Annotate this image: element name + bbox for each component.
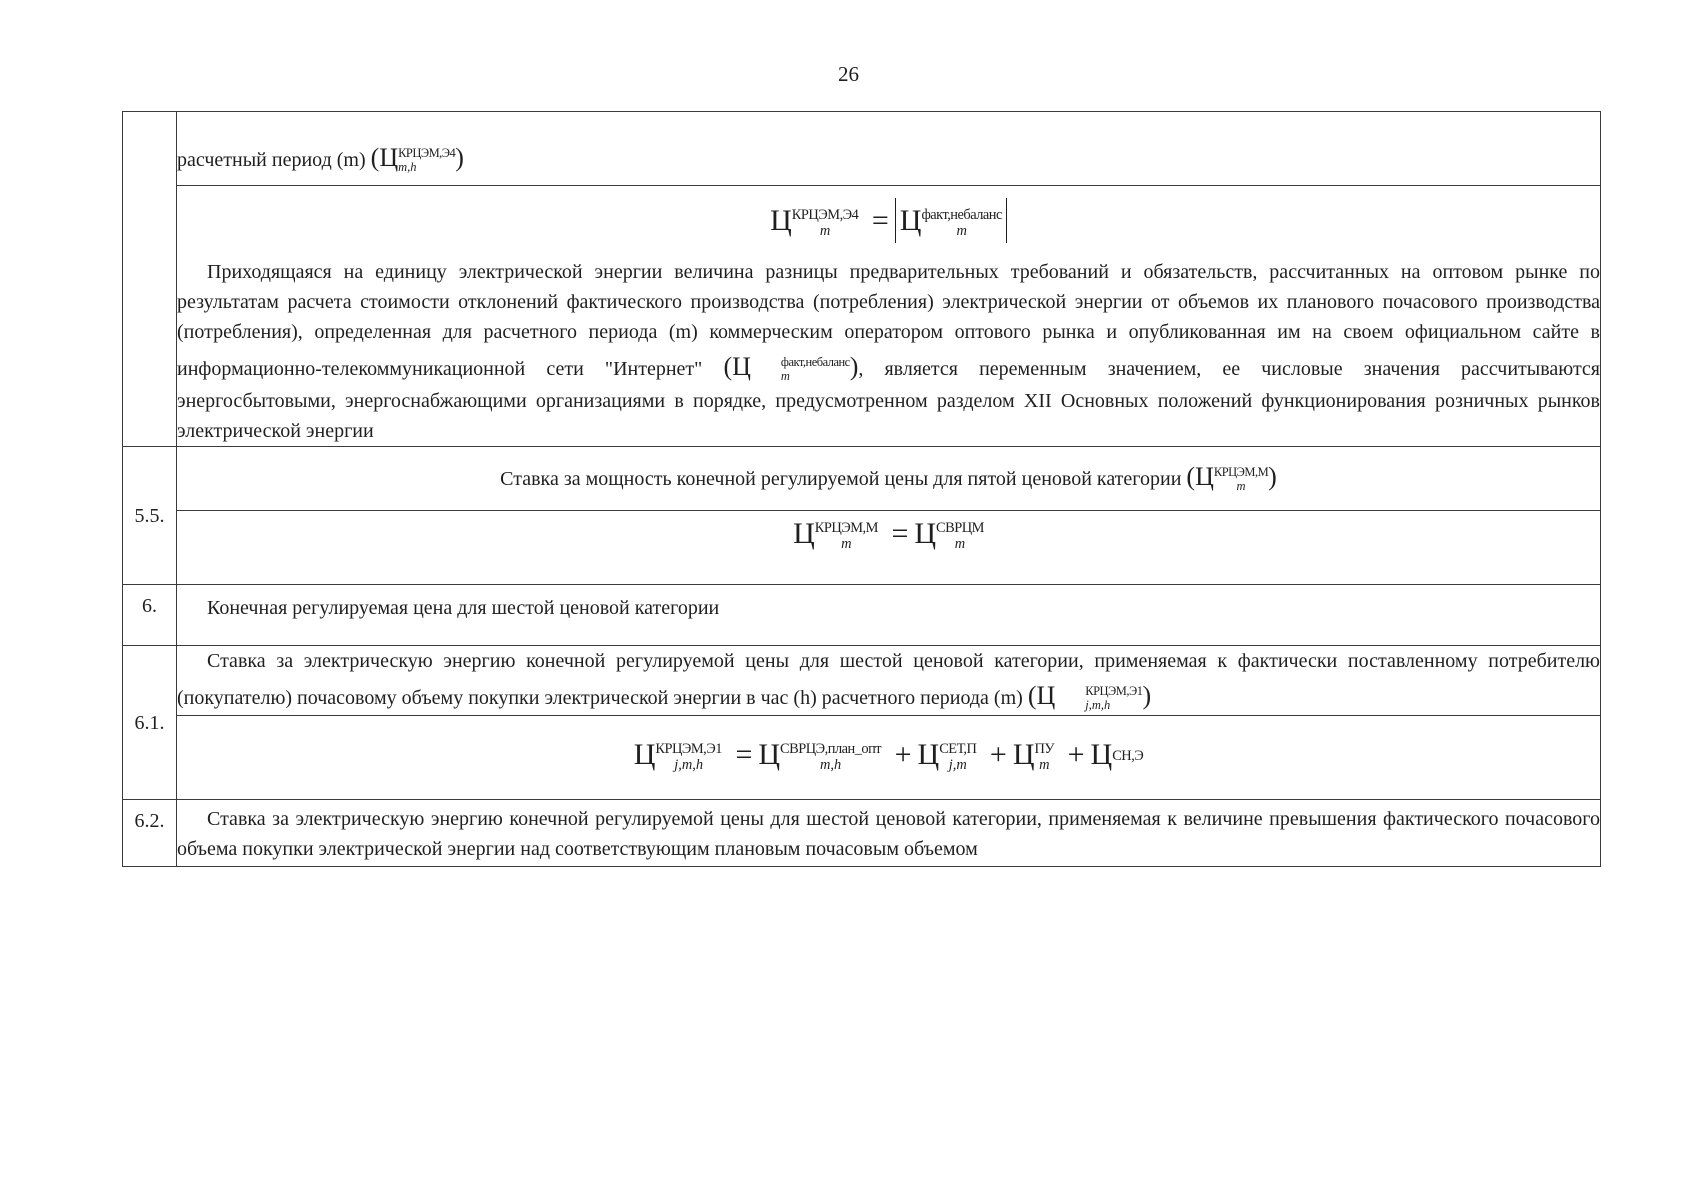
table-row <box>123 716 1601 800</box>
formula: Ц КРЦЭМ,Э1 j,m,h = Ц СВРЦЭ,план_опт m,h + Ц СЕТ,П j,m + Ц ПУ m + Ц СН,Э <box>177 716 1601 800</box>
row-text-cell: Ставка за электрическую энергию конечной регулируемой цены для шестой ценовой категории, применяемая к фактически поставленному потребителю (покупателю) почасовому объему покупки электрической энергии в час (h) расчетного периода (m) (Ц КРЦЭМ,Э1 j,m,h ) <box>177 646 1601 716</box>
table-row <box>123 800 1601 867</box>
price-symbol: (Ц факт,небаланс m ) <box>723 352 859 384</box>
table-row <box>123 511 1601 585</box>
row-text: расчетный период (m) <box>177 149 366 171</box>
row-text-cell <box>177 186 1601 447</box>
row-text: Конечная регулируемая цена для шестой ценовой категории <box>177 585 1601 646</box>
row-number: 6.2. <box>123 800 177 867</box>
row-number: 6. <box>123 585 177 646</box>
price-symbol: (Ц КРЦЭМ,Э4 m,h ) <box>370 143 464 175</box>
page-number: 26 <box>838 62 859 86</box>
price-symbol: (Ц КРЦЭМ,Э1 j,m,h ) <box>1027 681 1152 713</box>
row-text: Ставка за электрическую энергию конечной регулируемой цены для шестой ценовой категории, применяемая к величине превышения фактического почасового объема покупки электрической энергии над соответствующим плановым почасовым объемом <box>177 800 1601 867</box>
paragraph: Приходящаяся на единицу электрической энергии величина разницы предварительных требований и обязательств, рассчитанных на оптовом рынке по результатам расчета стоимости отклонений фактического производства (потребления) электрической энергии от объемов их планового почасового производства (потребления), определенная для расчетного периода (m) коммерческим оператором оптового рынка и опубликованная им на своем официальном сайте в информационно-телекоммуникационной сети "Интернет" (Ц факт,небаланс m ), является переменным значением, ее числовые значения рассчитываются энергосбытовыми, энергоснабжающими организациями в порядке, предусмотренном разделом XII Основных положений функционирования розничных рынков электрической энергии <box>177 261 1601 442</box>
table-row <box>123 186 1601 447</box>
row-number: 6.1. <box>123 646 177 800</box>
tariff-table <box>122 111 1601 867</box>
row-number: 5.5. <box>123 447 177 585</box>
formula: Ц КРЦЭМ,Э4 m = Ц факт,небаланс m <box>177 186 1600 257</box>
table-row <box>123 646 1601 716</box>
row-number-cell <box>123 112 177 447</box>
row-text-cell: Ставка за мощность конечной регулируемой цены для пятой ценовой категории (Ц КРЦЭМ,М m ) <box>177 447 1601 511</box>
table-row <box>123 112 1601 186</box>
table-row <box>123 585 1601 646</box>
price-symbol: (Ц КРЦЭМ,М m ) <box>1186 462 1277 494</box>
formula: Ц КРЦЭМ,М m = Ц СВРЦМ m <box>177 511 1601 585</box>
table-row <box>123 447 1601 511</box>
row-text-cell <box>177 112 1601 186</box>
